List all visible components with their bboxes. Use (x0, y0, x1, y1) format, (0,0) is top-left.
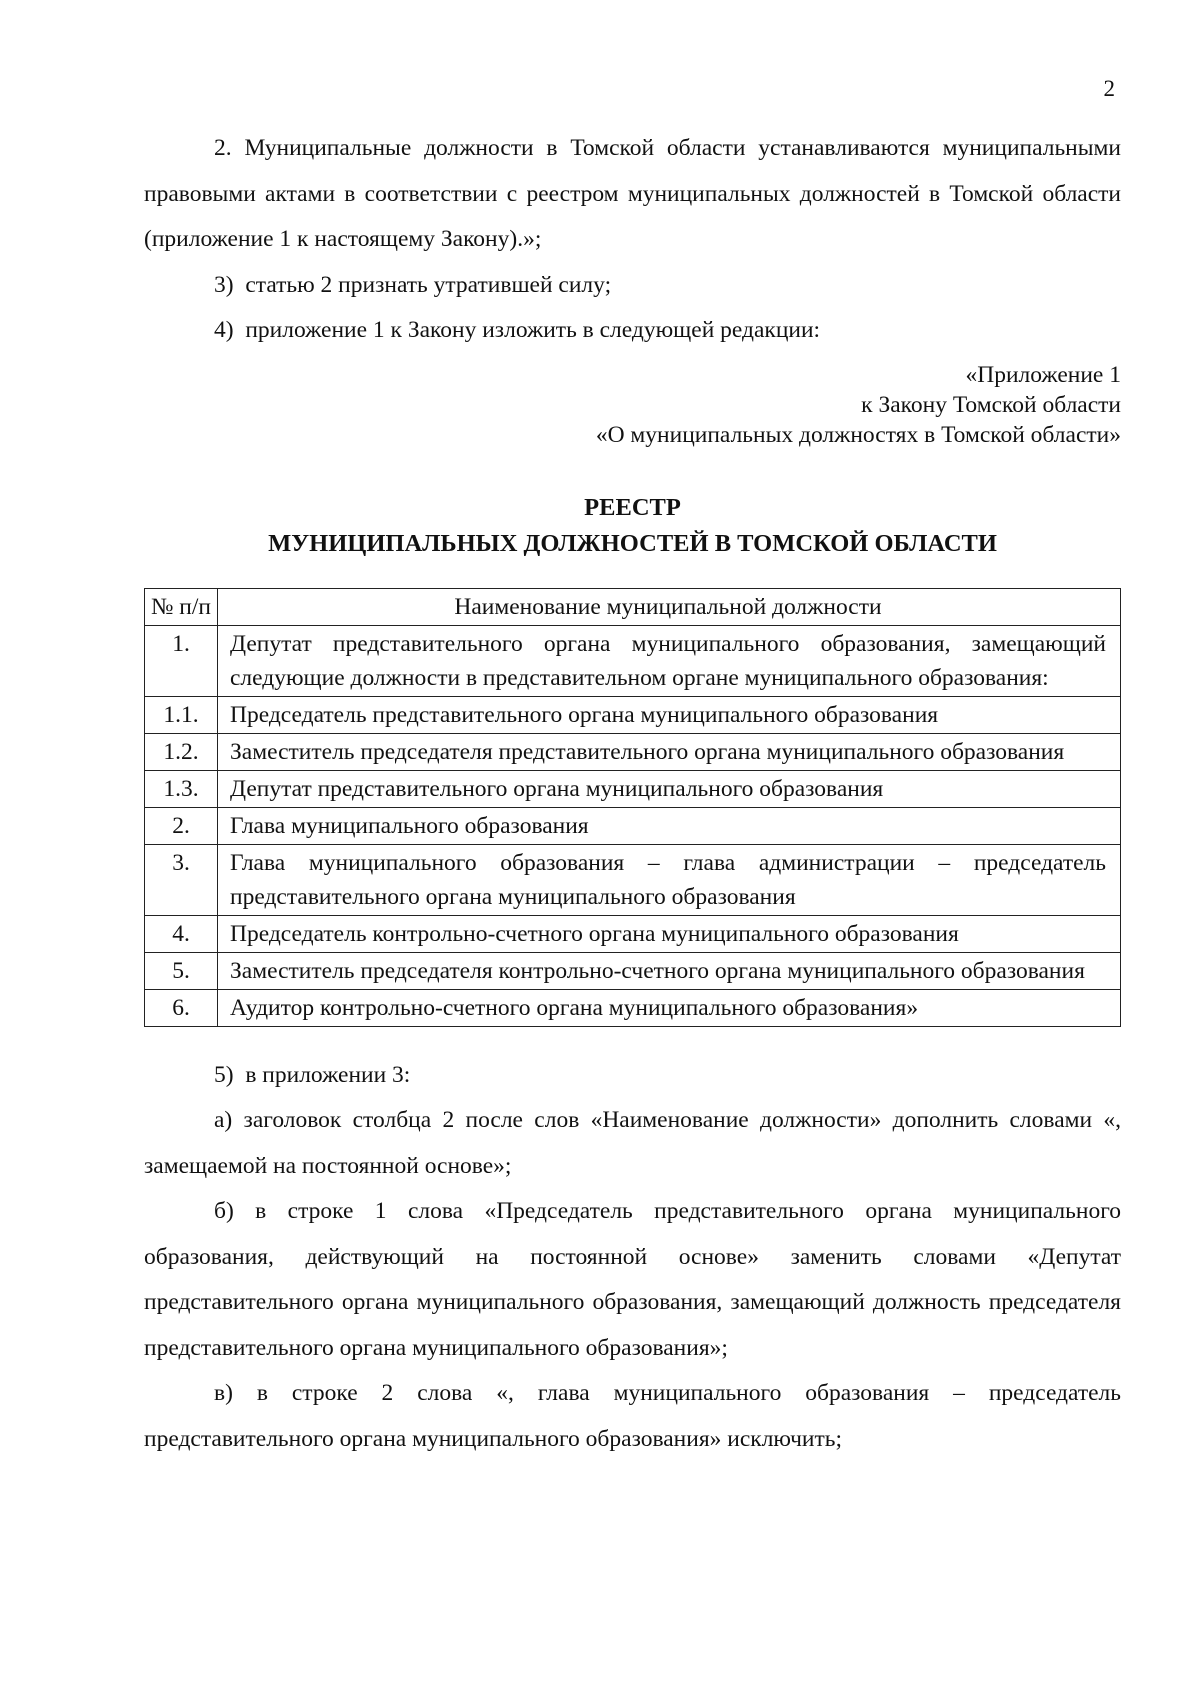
row-num: 1.2. (145, 733, 218, 770)
row-num: 3. (145, 844, 218, 915)
row-name: Председатель представительного органа муниципального образования (218, 696, 1121, 733)
table-row (145, 733, 1121, 770)
table-row (145, 807, 1121, 844)
registry-title (144, 490, 1121, 562)
document-body (144, 126, 1121, 1462)
appendix-line-2: к Закону Томской области (861, 391, 1121, 418)
registry-table (144, 588, 1121, 1027)
paragraph-sub-b: б) в строке 1 слова «Председатель представительного органа муниципального образования, действующий на постоянной основе» заменить словами «Депутат представительного органа муниципального образования, замещающий должность председателя представительного органа муниципального образования»; (144, 1198, 1121, 1361)
row-num: 4. (145, 915, 218, 952)
page-number: 2 (1103, 76, 1115, 101)
row-num: 6. (145, 989, 218, 1026)
table-row (145, 770, 1121, 807)
registry-title-line-1: РЕЕСТР (584, 493, 681, 521)
paragraph-sub-v: в) в строке 2 слова «, глава муниципального образования – председатель представительного органа муниципального образования» исключить; (144, 1380, 1121, 1452)
table-row (145, 844, 1121, 915)
appendix-header (144, 360, 1121, 450)
table-row (145, 915, 1121, 952)
appendix-line-3: «О муниципальных должностях в Томской области» (595, 421, 1121, 448)
row-name: Председатель контрольно-счетного органа муниципального образования (218, 915, 1121, 952)
row-name: Заместитель председателя представительного органа муниципального образования (218, 733, 1121, 770)
row-name: Заместитель председателя контрольно-счетного органа муниципального образования (218, 952, 1121, 989)
row-name: Глава муниципального образования (218, 807, 1121, 844)
table-row (145, 952, 1121, 989)
paragraph-item-5: 5) в приложении 3: (214, 1061, 411, 1088)
table-row (145, 625, 1121, 696)
row-num: 2. (145, 807, 218, 844)
paragraph-sub-a: а) заголовок столбца 2 после слов «Наименование должности» дополнить словами «, замещаемой на постоянной основе»; (144, 1107, 1121, 1179)
header-name: Наименование муниципальной должности (218, 588, 1121, 625)
row-num: 1. (145, 625, 218, 696)
row-name: Депутат представительного органа муниципального образования (218, 770, 1121, 807)
paragraph-item-4: 4) приложение 1 к Закону изложить в следующей редакции: (214, 317, 821, 343)
header-num: № п/п (145, 588, 218, 625)
registry-title-line-2: МУНИЦИПАЛЬНЫХ ДОЛЖНОСТЕЙ В ТОМСКОЙ ОБЛАСТИ (268, 529, 997, 557)
paragraph-municipal-positions: 2. Муниципальные должности в Томской области устанавливаются муниципальными правовыми актами в соответствии с реестром муниципальных должностей в Томской области (приложение 1 к настоящему Закону).»; (144, 135, 1121, 252)
row-name: Депутат представительного органа муниципального образования, замещающий следующие должности в представительном органе муниципального образования: (218, 625, 1121, 696)
row-name: Аудитор контрольно-счетного органа муниципального образования» (218, 989, 1121, 1026)
table-header-row (145, 588, 1121, 625)
row-name: Глава муниципального образования – глава администрации – председатель представительного органа муниципального образования (218, 844, 1121, 915)
row-num: 1.1. (145, 696, 218, 733)
row-num: 1.3. (145, 770, 218, 807)
table-row (145, 989, 1121, 1026)
appendix-line-1: «Приложение 1 (965, 361, 1121, 388)
row-num: 5. (145, 952, 218, 989)
paragraph-item-3: 3) статью 2 признать утратившей силу; (214, 271, 612, 298)
amendments-section (144, 1053, 1121, 1463)
table-row (145, 696, 1121, 733)
